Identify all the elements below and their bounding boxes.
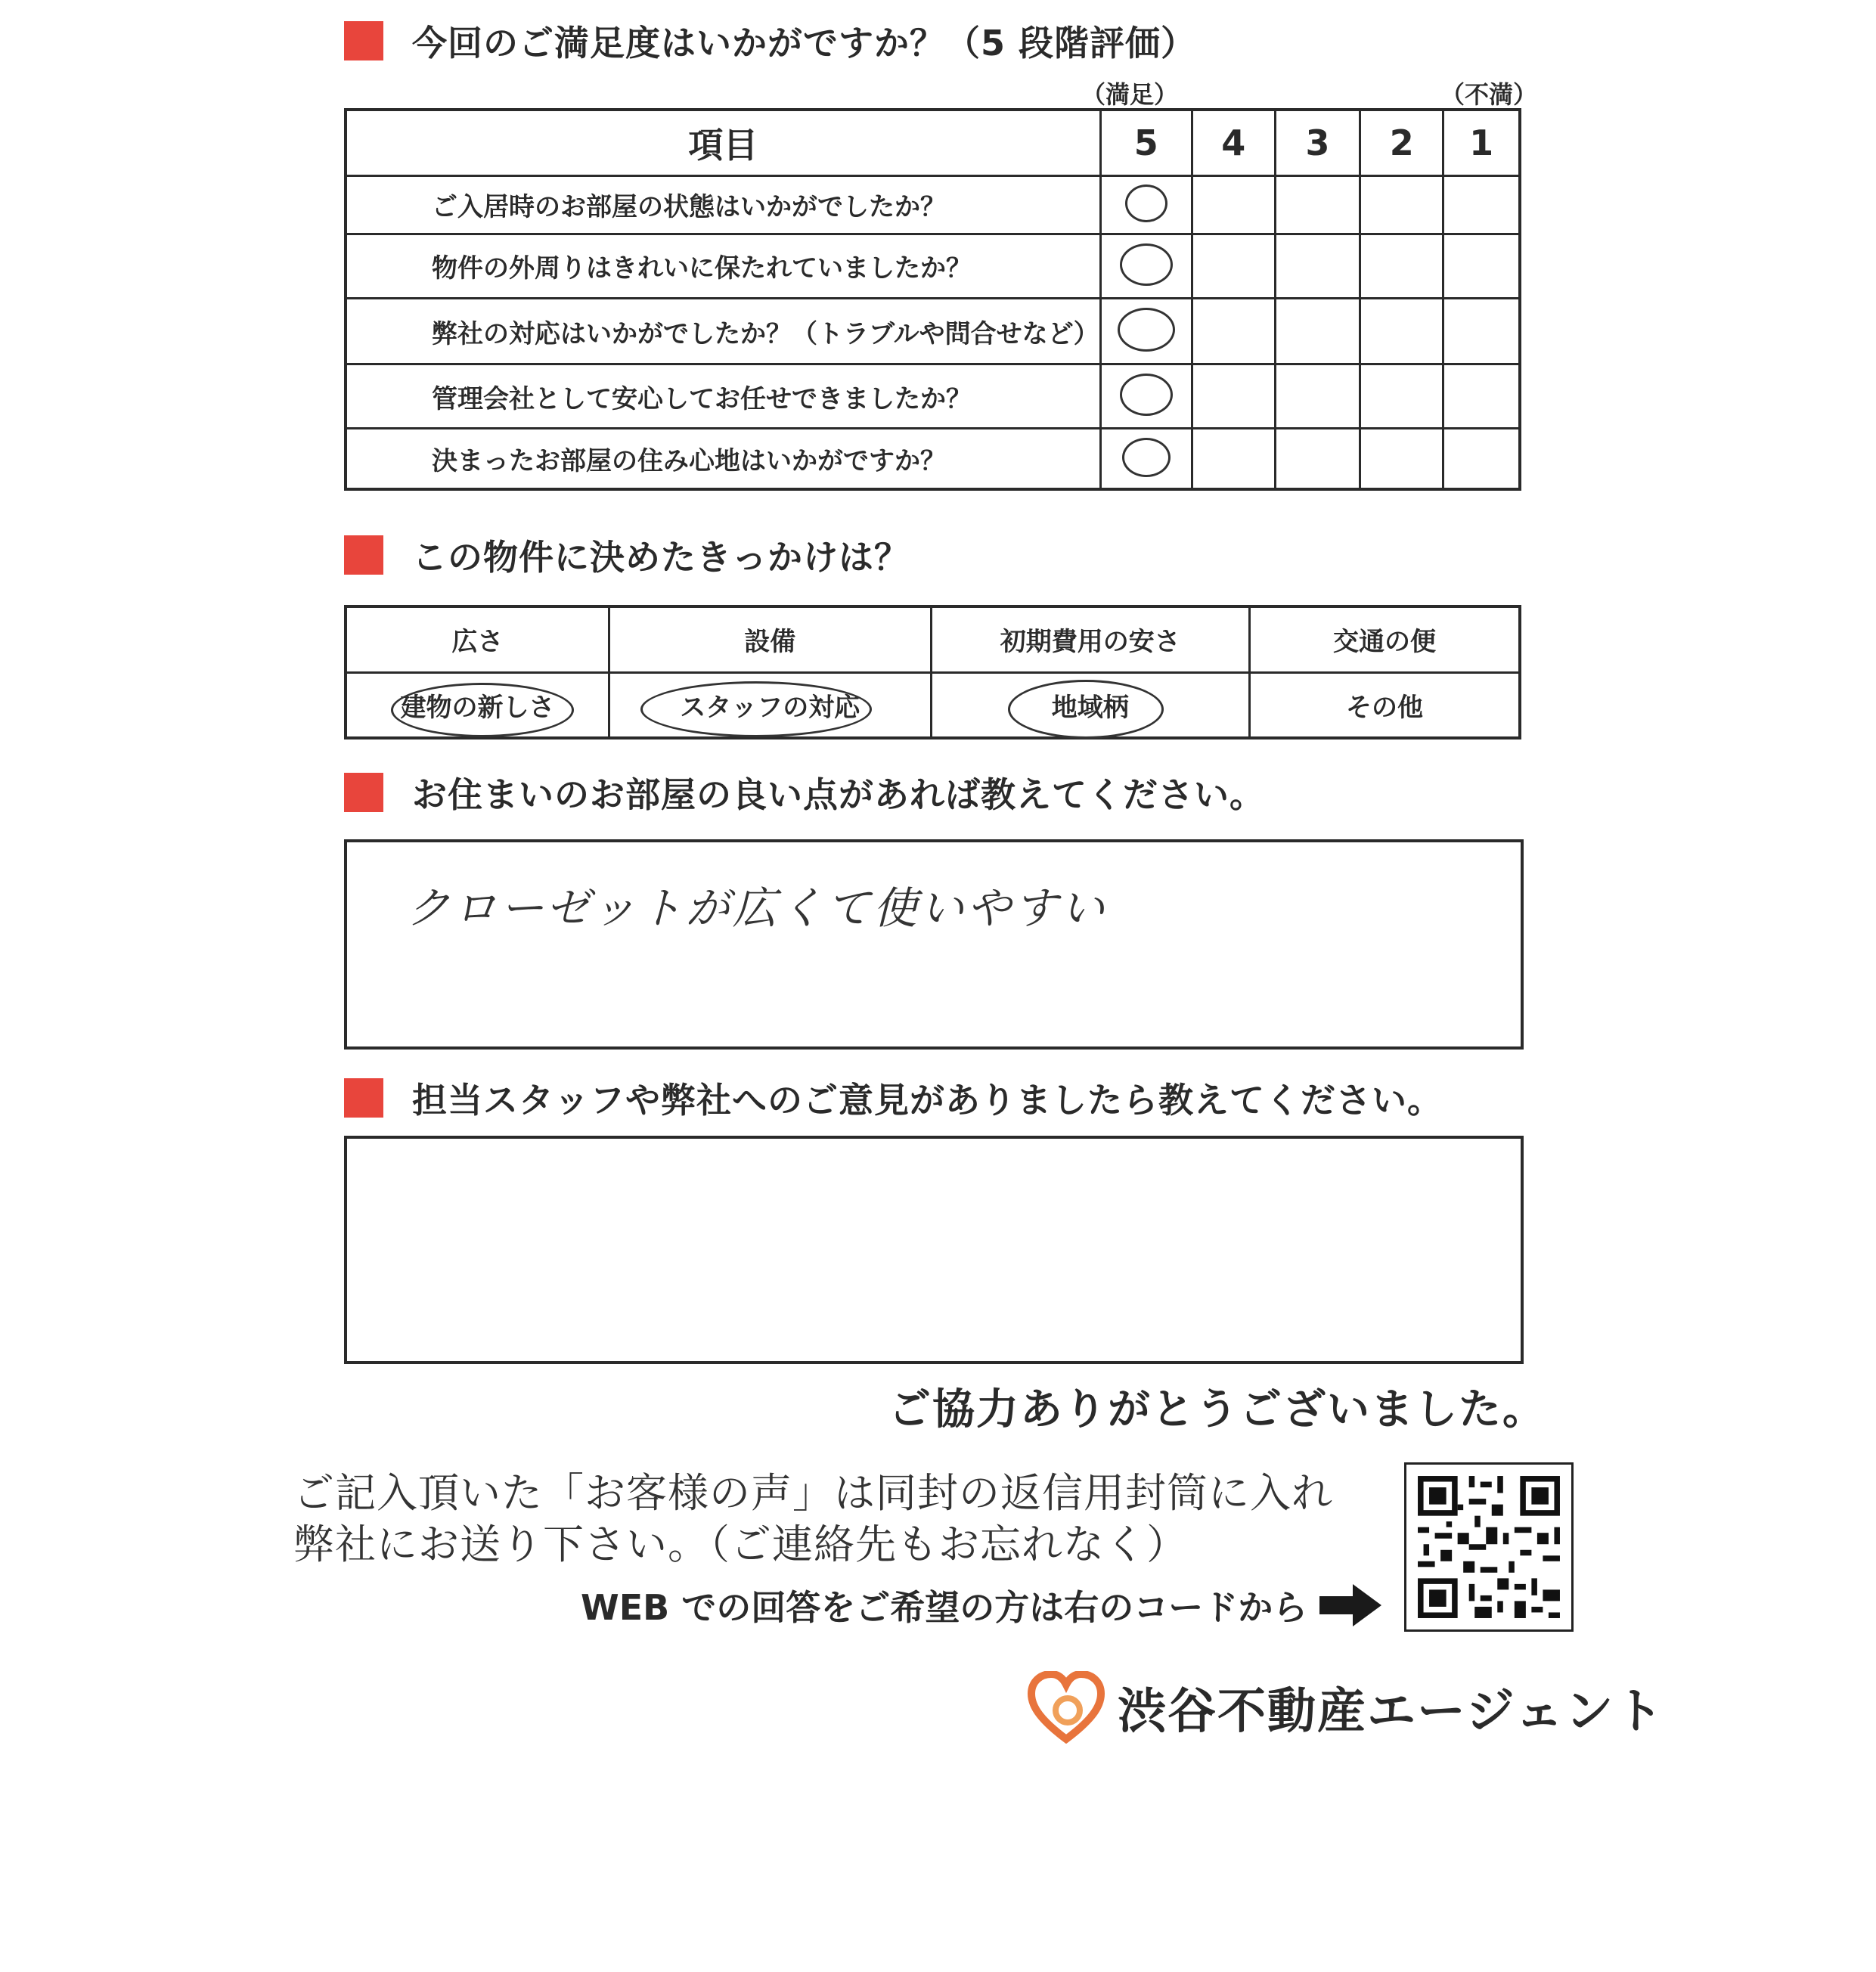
- rating-cell-5[interactable]: [1100, 429, 1192, 489]
- section1-title: 今回のご満足度はいかがですか？（5 段階評価）: [412, 23, 1197, 64]
- reason-label: 地域柄: [1051, 692, 1129, 723]
- header-scale-4: 4: [1192, 110, 1275, 176]
- web-note: [581, 1580, 1383, 1630]
- header-scale-2: 2: [1360, 110, 1443, 176]
- red-square-icon: [344, 773, 383, 812]
- rating-cell-3[interactable]: [1275, 176, 1360, 234]
- reason-row: [346, 606, 1520, 672]
- rating-cell-3[interactable]: [1275, 298, 1360, 364]
- circle-mark-icon: [1125, 184, 1167, 222]
- question-row: [346, 429, 1520, 489]
- rating-cell-5[interactable]: [1100, 234, 1192, 298]
- circle-mark-icon: [1120, 243, 1173, 286]
- question-text: 物件の外周りはきれいに保たれていましたか？: [346, 234, 1100, 298]
- reason-option[interactable]: 交通の便: [1249, 606, 1520, 672]
- section4-title: 担当スタッフや弊社へのご意見がありましたら教えてください。: [412, 1080, 1443, 1121]
- reason-option[interactable]: 設備: [609, 606, 931, 672]
- question-text: 管理会社として安心してお任せできましたか？: [346, 364, 1100, 429]
- header-scale-1: 1: [1443, 110, 1520, 176]
- reason-label: 建物の新しさ: [400, 692, 555, 723]
- rating-cell-2[interactable]: [1360, 364, 1443, 429]
- question-row: [346, 364, 1520, 429]
- question-row: [346, 234, 1520, 298]
- section2-header: [344, 534, 910, 576]
- thanks-message: ご協力ありがとうございました。: [888, 1385, 1546, 1434]
- arrow-right-icon: [1319, 1583, 1383, 1628]
- question-text: ご入居時のお部屋の状態はいかがでしたか？: [346, 176, 1100, 234]
- reason-row: [346, 672, 1520, 738]
- reason-option-selected[interactable]: [346, 672, 609, 738]
- reason-option-selected[interactable]: [931, 672, 1249, 738]
- rating-cell-2[interactable]: [1360, 298, 1443, 364]
- label-unsatisfied: （不満）: [1440, 80, 1538, 109]
- question-text: 弊社の対応はいかがでしたか？（トラブルや問合せなど）: [346, 298, 1100, 364]
- rating-table: [344, 108, 1521, 491]
- question-text: 決まったお部屋の住み心地はいかがですか？: [346, 429, 1100, 489]
- heart-logo-icon: [1027, 1671, 1105, 1744]
- web-note-text: WEB での回答をご希望の方は右のコードから: [581, 1587, 1308, 1628]
- rating-cell-2[interactable]: [1360, 176, 1443, 234]
- rating-cell-4[interactable]: [1192, 234, 1275, 298]
- qr-code-icon: [1406, 1465, 1571, 1629]
- red-square-icon: [344, 535, 383, 575]
- company-name: 渋谷不動産エージェント: [1118, 1684, 1665, 1740]
- company-logo: [1027, 1671, 1664, 1744]
- rating-cell-4[interactable]: [1192, 429, 1275, 489]
- header-item: 項目: [346, 110, 1100, 176]
- rating-cell-1[interactable]: [1443, 176, 1520, 234]
- reason-option[interactable]: 広さ: [346, 606, 609, 672]
- reason-option[interactable]: 初期費用の安さ: [931, 606, 1249, 672]
- circle-mark-icon: [1122, 438, 1171, 477]
- circle-mark-icon: [1118, 308, 1175, 352]
- rating-cell-3[interactable]: [1275, 234, 1360, 298]
- reason-option-selected[interactable]: [609, 672, 931, 738]
- header-scale-3: 3: [1275, 110, 1360, 176]
- red-square-icon: [344, 1078, 383, 1118]
- rating-header-row: [346, 110, 1520, 176]
- good-points-answer: クローゼットが広くて使いやすい: [406, 882, 1108, 934]
- label-satisfied: （満足）: [1081, 80, 1179, 109]
- instruction-line1: ご記入頂いた「お客様の声」は同封の返信用封筒に入れ: [293, 1469, 1333, 1517]
- reason-option[interactable]: その他: [1249, 672, 1520, 738]
- rating-cell-5[interactable]: [1100, 176, 1192, 234]
- opinion-box[interactable]: [344, 1136, 1524, 1364]
- instruction-line2: 弊社にお送り下さい。（ご連絡先もお忘れなく）: [293, 1521, 1188, 1568]
- section1-header: [344, 20, 1196, 62]
- rating-cell-1[interactable]: [1443, 234, 1520, 298]
- rating-cell-5[interactable]: [1100, 298, 1192, 364]
- reason-label: スタッフの対応: [680, 692, 860, 723]
- good-points-box[interactable]: [344, 839, 1524, 1050]
- rating-cell-2[interactable]: [1360, 429, 1443, 489]
- rating-cell-4[interactable]: [1192, 364, 1275, 429]
- section2-title: この物件に決めたきっかけは？: [412, 537, 910, 578]
- section3-title: お住まいのお部屋の良い点があれば教えてください。: [412, 774, 1265, 815]
- rating-cell-3[interactable]: [1275, 364, 1360, 429]
- rating-cell-1[interactable]: [1443, 429, 1520, 489]
- circle-mark-icon: [1120, 374, 1173, 416]
- red-square-icon: [344, 21, 383, 60]
- question-row: [346, 298, 1520, 364]
- rating-cell-2[interactable]: [1360, 234, 1443, 298]
- qr-code[interactable]: [1404, 1462, 1574, 1632]
- section3-header: [344, 771, 1265, 814]
- rating-cell-1[interactable]: [1443, 298, 1520, 364]
- rating-cell-3[interactable]: [1275, 429, 1360, 489]
- rating-cell-4[interactable]: [1192, 298, 1275, 364]
- section4-header: [344, 1077, 1443, 1119]
- rating-cell-1[interactable]: [1443, 364, 1520, 429]
- rating-cell-4[interactable]: [1192, 176, 1275, 234]
- rating-cell-5[interactable]: [1100, 364, 1192, 429]
- question-row: [346, 176, 1520, 234]
- reason-table: [344, 605, 1521, 740]
- header-scale-5: 5: [1100, 110, 1192, 176]
